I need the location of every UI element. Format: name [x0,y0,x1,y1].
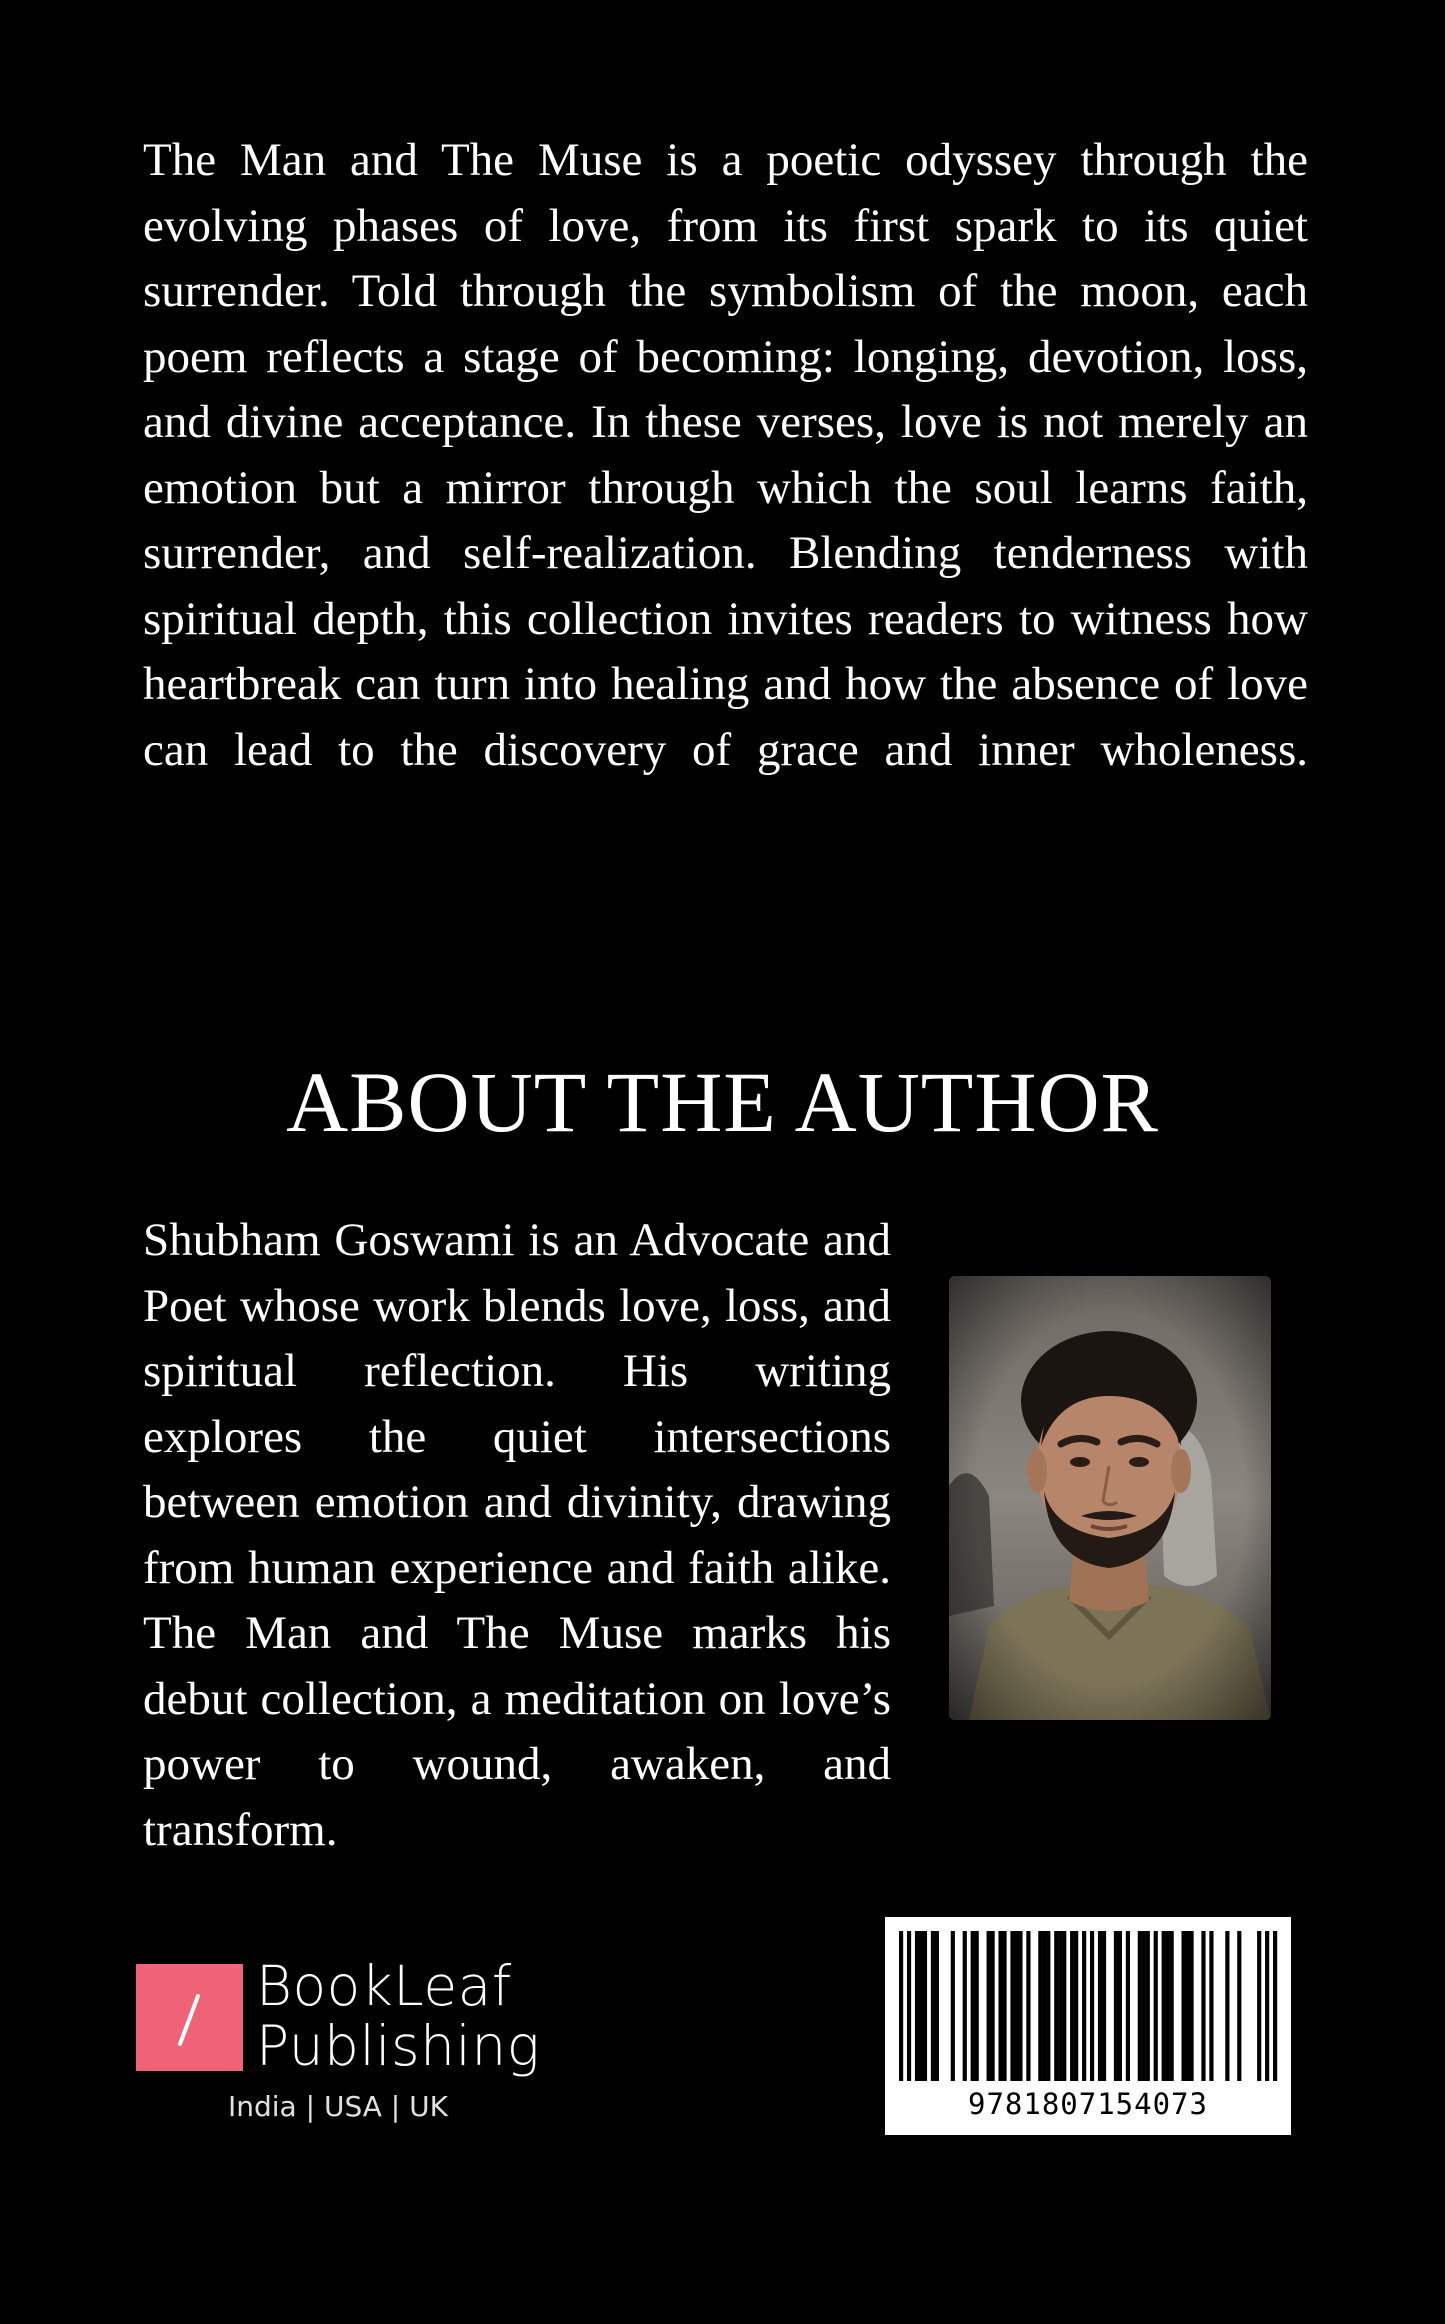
barcode-bar [1170,1931,1174,2081]
publisher-logo [136,1954,541,2134]
barcode-bar [975,1931,979,2081]
author-photo [949,1276,1271,1720]
barcode-bar [1166,1931,1170,2081]
barcode-bar [1126,1931,1130,2081]
barcode-bar [907,1931,911,2081]
barcode-bar [1098,1931,1102,2081]
barcode-bar [1257,1931,1261,2081]
barcode-bar [1010,1931,1014,2081]
barcode-bar [919,1931,923,2081]
barcode-bar [963,1931,967,2081]
barcode-bar [1225,1931,1229,2081]
barcode-bar [1154,1931,1158,2081]
barcode-bar [1138,1931,1142,2081]
barcode-bar [1074,1931,1078,2081]
barcode-bar [935,1931,939,2081]
barcode-bar [1118,1931,1122,2081]
barcode-bar [915,1931,919,2081]
barcode-bar [1189,1931,1193,2081]
barcode-bar [971,1931,975,2081]
publisher-name [256,1956,540,2076]
barcode-bar [1182,1931,1186,2081]
barcode-bar [1237,1931,1241,2081]
publisher-tagline: India | USA | UK [228,2090,448,2123]
barcode-bar [1209,1931,1213,2081]
barcode-bar [1114,1931,1118,2081]
barcode-bar [931,1931,935,2081]
publisher-name-line2: Publishing [256,2014,541,2078]
barcode-bar [1185,1931,1189,2081]
barcode-bar [1058,1931,1062,2081]
isbn-barcode [885,1917,1291,2135]
barcode-bar [1201,1931,1205,2081]
barcode-bar [899,1931,903,2081]
barcode-bar [998,1931,1002,2081]
barcode-bar [1162,1931,1166,2081]
barcode-bar [1014,1931,1018,2081]
barcode-bar [1042,1931,1046,2081]
barcode-bar [1102,1931,1106,2081]
barcode-bar [1046,1931,1050,2081]
barcode-bar [987,1931,991,2081]
barcode-bar [1146,1931,1150,2081]
barcode-bar [1002,1931,1006,2081]
barcode-bar [1090,1931,1094,2081]
isbn-number: 9781807154073 [968,2087,1208,2121]
barcode-bar [1026,1931,1030,2081]
barcode-bar [1082,1931,1086,2081]
author-bio: Shubham Goswami is an Advocate and Poet whose work blends love, loss, and spiritual reflection. His writing explores the quiet intersections between emotion and divinity, drawing from human experience and faith alike. The Man and The Muse marks his debut collection, a meditation on love’s power to wound, awaken, and transform. [143,1214,891,1856]
barcode-bar [1265,1931,1269,2081]
barcode-bar [1054,1931,1058,2081]
barcode-bars [885,1917,1291,2087]
slash-icon [136,1964,243,2071]
about-author-heading: ABOUT THE AUTHOR [286,1054,1159,1150]
barcode-bar [923,1931,927,2081]
barcode-bar [951,1931,955,2081]
barcode-bar [1018,1931,1022,2081]
barcode-bar [1062,1931,1066,2081]
barcode-bar [991,1931,995,2081]
barcode-bar [1038,1931,1042,2081]
barcode-bar [1273,1931,1277,2081]
publisher-name-line1: BookLeaf [256,1954,512,2018]
barcode-bar [1142,1931,1146,2081]
book-blurb: The Man and The Muse is a poetic odyssey through the evolving phases of love, from its first spark to its quiet surrender. Told through the symbolism of the moon, each poem reflects a stage of becoming: longing, devotion, loss, and divine acceptance. In these verses, love is not merely an emotion but a mirror through which the soul learns faith, surrender, and self-realization. Blending tenderness with spiritual depth, this collection invites readers to witness how heartbreak can turn into healing and how the absence of love can lead to the discovery of grace and inner wholeness. [143,134,1308,776]
barcode-bar [1070,1931,1074,2081]
